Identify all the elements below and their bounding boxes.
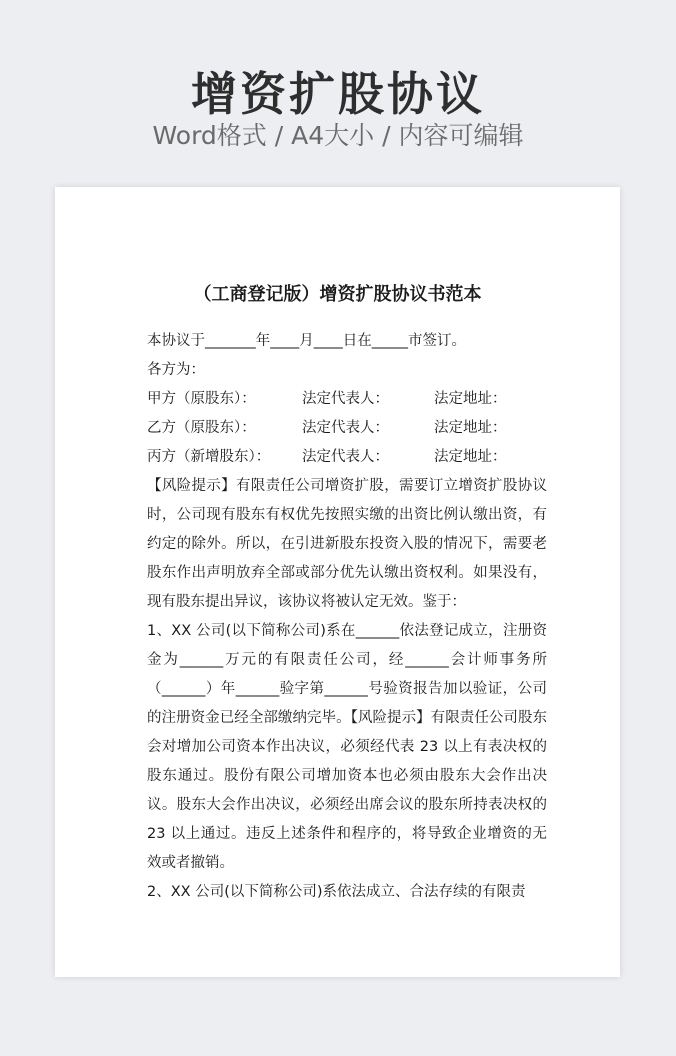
party-representative: 法定代表人： bbox=[302, 449, 389, 465]
document-page bbox=[55, 187, 620, 977]
party-representative: 法定代表人： bbox=[302, 391, 389, 407]
risk-note-paragraph: 【风险提示】有限责任公司增资扩股，需要订立增资扩股协议时，公司现有股东有权优先按照实缴的出资比例认缴出资，有约定的除外。所以，在引进新股东投资入股的情况下，需要老股东作出声明放弃全部或部分优先认缴出资权利。如果没有，现有股东提出异议，该协议将被认定无效。鉴于： bbox=[147, 478, 547, 610]
document-title: （工商登记版）增资扩股协议书范本 bbox=[193, 284, 482, 305]
banner-title: 增资扩股协议 bbox=[191, 67, 485, 121]
party-address: 法定地址： bbox=[434, 449, 507, 465]
clause-1-paragraph: 1、XX 公司(以下简称公司)系在______依法登记成立，注册资金为______万元的有限责任公司，经______会计师事务所（______）年______验字第______号验资报告加以验证，公司的注册资金已经全部缴纳完毕。【风险提示】有限责任公司股东会对增加公司资本作出决议，必须经代表 23 以上有表决权的股东通过。股份有限公司增加资本也必须由股东大会作出决议。股东大会作出决议，必须经出席会议的股东所持表决权的 23 以上通过。违反上述条件和程序的，将导致企业增资的无效或者撤销。 bbox=[147, 623, 547, 871]
party-name: 丙方（新增股东）： bbox=[147, 449, 271, 465]
clause-2-paragraph: 2、XX 公司(以下简称公司)系依法成立、合法存续的有限责 bbox=[147, 884, 526, 900]
party-address: 法定地址： bbox=[434, 391, 507, 407]
parties-intro: 各方为： bbox=[147, 362, 205, 378]
party-representative: 法定代表人： bbox=[302, 420, 389, 436]
document-body bbox=[147, 327, 547, 907]
party-row bbox=[147, 385, 547, 414]
party-address: 法定地址： bbox=[434, 420, 507, 436]
party-row bbox=[147, 414, 547, 443]
signing-line: 本协议于_______年____月____日在_____市签订。 bbox=[147, 333, 466, 349]
banner-subtitle: Word格式 / A4大小 / 内容可编辑 bbox=[152, 121, 524, 150]
party-row bbox=[147, 443, 547, 472]
party-name: 甲方（原股东）： bbox=[147, 391, 256, 407]
party-name: 乙方（原股东）： bbox=[147, 420, 256, 436]
